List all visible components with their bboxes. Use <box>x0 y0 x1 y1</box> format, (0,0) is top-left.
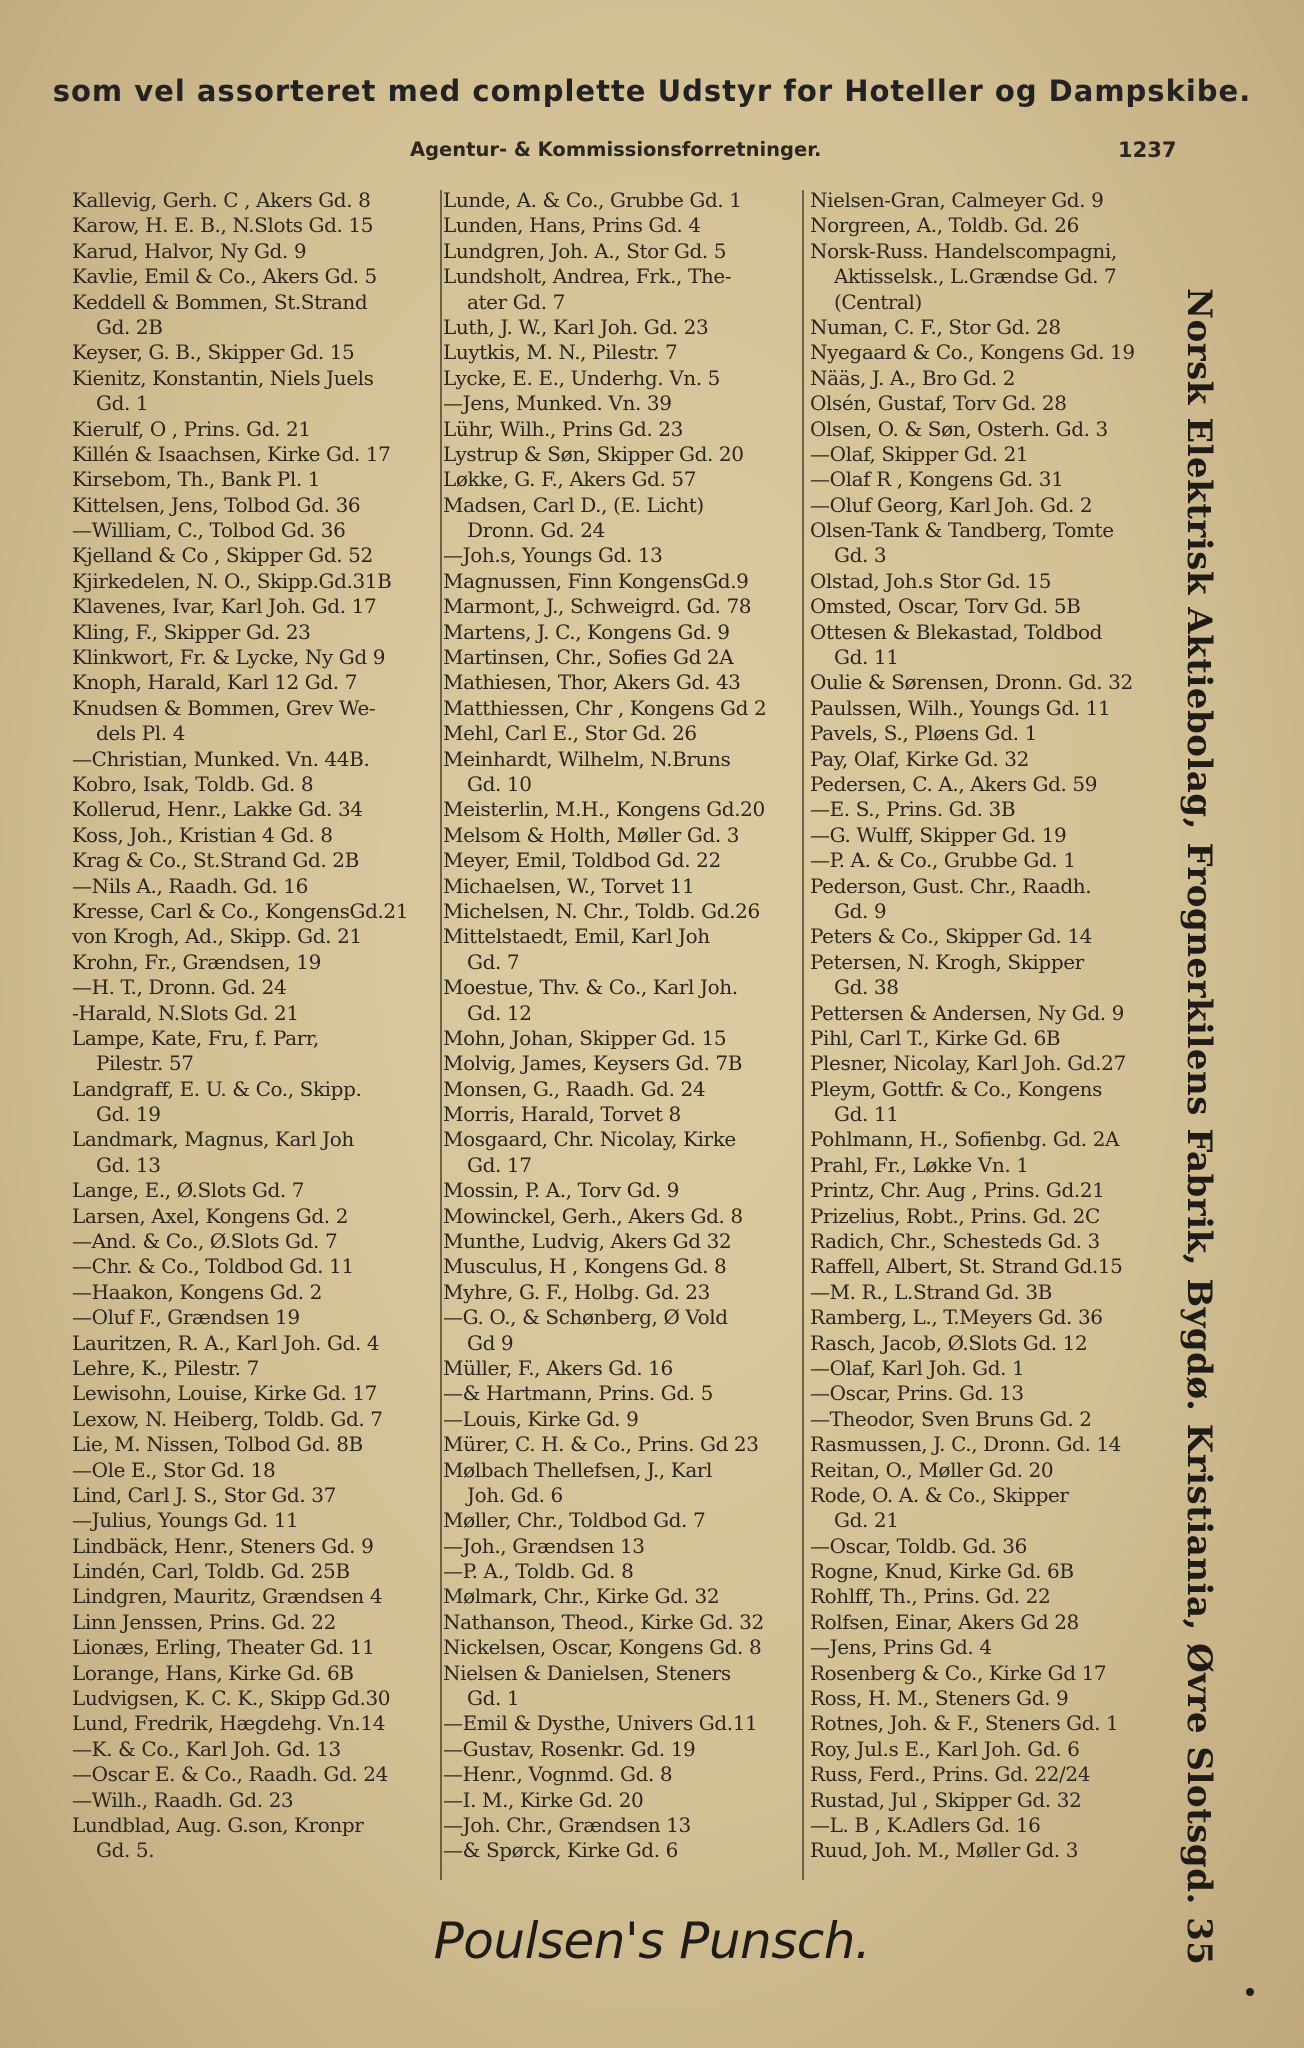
directory-entry: Olsen, O. & Søn, Osterh. Gd. 3 <box>810 416 1108 441</box>
directory-entry: Reitan, O., Møller Gd. 20 <box>810 1457 1054 1482</box>
directory-entry: (Central) <box>834 289 922 314</box>
directory-entry: —& Hartmann, Prins. Gd. 5 <box>443 1381 713 1406</box>
column-divider <box>440 190 442 1880</box>
directory-entry: Klavenes, Ivar, Karl Joh. Gd. 17 <box>72 594 377 619</box>
directory-entry: Pay, Olaf, Kirke Gd. 32 <box>810 746 1029 771</box>
directory-entry: Landgraff, E. U. & Co., Skipp. <box>72 1076 362 1101</box>
directory-entry: Pedersen, C. A., Akers Gd. 59 <box>810 771 1098 796</box>
directory-entry: Russ, Ferd., Prins. Gd. 22/24 <box>810 1762 1091 1787</box>
directory-entry: Mehl, Carl E., Stor Gd. 26 <box>443 721 697 746</box>
directory-entry: —Jens, Prins Gd. 4 <box>810 1635 992 1660</box>
directory-entry: —Emil & Dysthe, Univers Gd.11 <box>443 1711 758 1736</box>
directory-entry: Olstad, Joh.s Stor Gd. 15 <box>810 568 1052 593</box>
directory-entry: Martinsen, Chr., Sofies Gd 2A <box>443 645 734 670</box>
directory-entry: —G. Wulff, Skipper Gd. 19 <box>810 822 1067 847</box>
directory-entry: Olsén, Gustaf, Torv Gd. 28 <box>810 391 1067 416</box>
directory-entry: Løkke, G. F., Akers Gd. 57 <box>443 467 697 492</box>
directory-entry: Rotnes, Joh. & F., Steners Gd. 1 <box>810 1711 1119 1736</box>
directory-entry: Olsen-Tank & Tandberg, Tomte <box>810 518 1114 543</box>
directory-entry: Radich, Chr., Schesteds Gd. 3 <box>810 1229 1100 1254</box>
directory-entry: Melsom & Holth, Møller Gd. 3 <box>443 822 740 847</box>
directory-entry: Gd. 3 <box>834 543 887 568</box>
directory-entry: dels Pl. 4 <box>96 721 185 746</box>
directory-entry: Molvig, James, Keysers Gd. 7B <box>443 1051 742 1076</box>
directory-entry: Kresse, Carl & Co., KongensGd.21 <box>72 898 409 923</box>
directory-entry: Larsen, Axel, Kongens Gd. 2 <box>72 1203 349 1228</box>
directory-entry: Prahl, Fr., Løkke Vn. 1 <box>810 1152 1029 1177</box>
directory-entry: Pleym, Gottfr. & Co., Kongens <box>810 1076 1102 1101</box>
directory-entry: Petersen, N. Krogh, Skipper <box>810 949 1084 974</box>
directory-entry: —G. O., & Schønberg, Ø Vold <box>443 1305 728 1330</box>
directory-entry: Lewisohn, Louise, Kirke Gd. 17 <box>72 1381 377 1406</box>
directory-entry: —Theodor, Sven Bruns Gd. 2 <box>810 1406 1092 1431</box>
directory-entry: Kittelsen, Jens, Tolbod Gd. 36 <box>72 492 361 517</box>
directory-entry: Knoph, Harald, Karl 12 Gd. 7 <box>72 670 358 695</box>
directory-entry: Kjelland & Co , Skipper Gd. 52 <box>72 543 373 568</box>
directory-entry: Magnussen, Finn KongensGd.9 <box>443 568 749 593</box>
directory-entry: Lühr, Wilh., Prins Gd. 23 <box>443 416 683 441</box>
directory-entry: Rolfsen, Einar, Akers Gd 28 <box>810 1609 1079 1634</box>
directory-entry: —And. & Co., Ø.Slots Gd. 7 <box>72 1229 338 1254</box>
side-advert <box>1176 288 1222 1966</box>
directory-entry: Lind, Carl J. S., Stor Gd. 37 <box>72 1482 336 1507</box>
directory-entry: Raffell, Albert, St. Strand Gd.15 <box>810 1254 1123 1279</box>
directory-entry: Marmont, J., Schweigrd. Gd. 78 <box>443 594 752 619</box>
directory-entry: Rogne, Knud, Kirke Gd. 6B <box>810 1559 1074 1584</box>
directory-entry: Ross, H. M., Steners Gd. 9 <box>810 1686 1069 1711</box>
directory-entry: Madsen, Carl D., (E. Licht) <box>443 492 704 517</box>
directory-entry: Luth, J. W., Karl Joh. Gd. 23 <box>443 314 709 339</box>
directory-entry: —Oscar E. & Co., Raadh. Gd. 24 <box>72 1762 388 1787</box>
directory-entry: Gd. 17 <box>467 1152 532 1177</box>
directory-entry: —Chr. & Co., Toldbod Gd. 11 <box>72 1254 354 1279</box>
directory-entry: —& Spørck, Kirke Gd. 6 <box>443 1838 678 1863</box>
directory-entry: Kierulf, O , Prins. Gd. 21 <box>72 416 311 441</box>
directory-entry: —P. A. & Co., Grubbe Gd. 1 <box>810 848 1076 873</box>
directory-entry: Keyser, G. B., Skipper Gd. 15 <box>72 340 355 365</box>
directory-entry: Gd 9 <box>467 1330 514 1355</box>
directory-entry: Mohn, Johan, Skipper Gd. 15 <box>443 1025 727 1050</box>
directory-entry: Møller, Chr., Toldbod Gd. 7 <box>443 1508 706 1533</box>
directory-entry: Kavlie, Emil & Co., Akers Gd. 5 <box>72 264 377 289</box>
directory-entry: -Harald, N.Slots Gd. 21 <box>72 1000 299 1025</box>
directory-entry: Rosenberg & Co., Kirke Gd 17 <box>810 1660 1107 1685</box>
directory-entry: Peters & Co., Skipper Gd. 14 <box>810 924 1092 949</box>
directory-entry: —M. R., L.Strand Gd. 3B <box>810 1279 1052 1304</box>
directory-entry: —Oscar, Prins. Gd. 13 <box>810 1381 1024 1406</box>
directory-entry: Prizelius, Robt., Prins. Gd. 2C <box>810 1203 1100 1228</box>
directory-entry: Nääs, J. A., Bro Gd. 2 <box>810 365 1016 390</box>
directory-entry: —Jens, Munked. Vn. 39 <box>443 391 672 416</box>
directory-entry: Knudsen & Bommen, Grev We- <box>72 695 376 720</box>
directory-entry: —I. M., Kirke Gd. 20 <box>443 1787 644 1812</box>
directory-entry: Lunde, A. & Co., Grubbe Gd. 1 <box>443 188 742 212</box>
directory-entry: Lehre, K., Pilestr. 7 <box>72 1355 259 1380</box>
directory-entry: Kjirkedelen, N. O., Skipp.Gd.31B <box>72 568 392 593</box>
directory-entry: Lange, E., Ø.Slots Gd. 7 <box>72 1178 305 1203</box>
directory-column-2 <box>443 188 803 1864</box>
directory-entry: —Ole E., Stor Gd. 18 <box>72 1457 276 1482</box>
directory-entry: —L. B , K.Adlers Gd. 16 <box>810 1813 1041 1837</box>
directory-entry: Gd. 12 <box>467 1000 532 1025</box>
directory-entry: Lampe, Kate, Fru, f. Parr, <box>72 1025 319 1050</box>
directory-entry: —Julius, Youngs Gd. 11 <box>72 1508 299 1533</box>
directory-entry: Paulssen, Wilh., Youngs Gd. 11 <box>810 695 1111 720</box>
directory-entry: Norgreen, A., Toldb. Gd. 26 <box>810 213 1079 238</box>
directory-entry: Gd. 13 <box>96 1152 161 1177</box>
directory-entry: Gd. 7 <box>467 949 520 974</box>
directory-entry: —Louis, Kirke Gd. 9 <box>443 1406 639 1431</box>
directory-entry: Müller, F., Akers Gd. 16 <box>443 1355 673 1380</box>
directory-entry: Plesner, Nicolay, Karl Joh. Gd.27 <box>810 1051 1126 1076</box>
directory-entry: —E. S., Prins. Gd. 3B <box>810 797 1016 822</box>
directory-entry: Kienitz, Konstantin, Niels Juels <box>72 365 374 390</box>
directory-entry: —Christian, Munked. Vn. 44B. <box>72 746 370 771</box>
directory-entry: Pilestr. 57 <box>96 1051 194 1076</box>
directory-entry: Lund, Fredrik, Hægdehg. Vn.14 <box>72 1711 386 1736</box>
directory-entry: —Henr., Vognmd. Gd. 8 <box>443 1762 673 1787</box>
directory-entry: Aktisselsk., L.Grændse Gd. 7 <box>834 264 1117 289</box>
directory-entry: Mürer, C. H. & Co., Prins. Gd 23 <box>443 1432 759 1457</box>
directory-entry: von Krogh, Ad., Skipp. Gd. 21 <box>72 924 362 949</box>
directory-entry: Rasmussen, J. C., Dronn. Gd. 14 <box>810 1432 1122 1457</box>
directory-entry: —Haakon, Kongens Gd. 2 <box>72 1279 322 1304</box>
directory-entry: —Joh., Grændsen 13 <box>443 1533 645 1558</box>
side-advert-text: Norsk Elektrisk Aktiebolag, Frognerkilens Fabrik, Bygdø. Kristiania, Øvre Slotsgd. 35 <box>1179 288 1219 1966</box>
directory-entry: ater Gd. 7 <box>467 289 565 314</box>
directory-entry: Rasch, Jacob, Ø.Slots Gd. 12 <box>810 1330 1088 1355</box>
directory-entry: Oulie & Sørensen, Dronn. Gd. 32 <box>810 670 1133 695</box>
directory-entry: Nickelsen, Oscar, Kongens Gd. 8 <box>443 1635 762 1660</box>
directory-entry: Gd. 38 <box>834 975 899 1000</box>
directory-entry: Karow, H. E. B., N.Slots Gd. 15 <box>72 213 374 238</box>
directory-entry: Nathanson, Theod., Kirke Gd. 32 <box>443 1609 764 1634</box>
directory-entry: Gd. 5. <box>96 1838 155 1863</box>
directory-entry: Musculus, H , Kongens Gd. 8 <box>443 1254 727 1279</box>
directory-entry: Mittelstaedt, Emil, Karl Joh <box>443 924 710 949</box>
directory-entry: Karud, Halvor, Ny Gd. 9 <box>72 238 307 263</box>
directory-entry: —Wilh., Raadh. Gd. 23 <box>72 1787 294 1812</box>
directory-entry: Rohlff, Th., Prins. Gd. 22 <box>810 1584 1051 1609</box>
directory-entry: Ruud, Joh. M., Møller Gd. 3 <box>810 1838 1079 1863</box>
directory-entry: Nyegaard & Co., Kongens Gd. 19 <box>810 340 1135 365</box>
directory-entry: Lycke, E. E., Underhg. Vn. 5 <box>443 365 720 390</box>
directory-entry: Mølbach Thellefsen, J., Karl <box>443 1457 713 1482</box>
directory-entry: Klinkwort, Fr. & Lycke, Ny Gd 9 <box>72 645 386 670</box>
directory-entry: Numan, C. F., Stor Gd. 28 <box>810 314 1061 339</box>
directory-entry: Rode, O. A. & Co., Skipper <box>810 1482 1069 1507</box>
directory-entry: —Joh. Chr., Grændsen 13 <box>443 1813 691 1837</box>
directory-entry: Moestue, Thv. & Co., Karl Joh. <box>443 975 738 1000</box>
directory-entry: Omsted, Oscar, Torv Gd. 5B <box>810 594 1081 619</box>
directory-entry: Lundblad, Aug. G.son, Kronpr <box>72 1813 364 1837</box>
directory-entry: Lauritzen, R. A., Karl Joh. Gd. 4 <box>72 1330 380 1355</box>
directory-entry: Lystrup & Søn, Skipper Gd. 20 <box>443 441 744 466</box>
directory-entry: Mowinckel, Gerh., Akers Gd. 8 <box>443 1203 743 1228</box>
directory-entry: Krohn, Fr., Grændsen, 19 <box>72 949 321 974</box>
directory-entry: Michelsen, N. Chr., Toldb. Gd.26 <box>443 898 760 923</box>
directory-entry: —Olaf R , Kongens Gd. 31 <box>810 467 1064 492</box>
directory-entry: Gd. 2B <box>96 314 163 339</box>
print-mark <box>1246 1988 1254 1996</box>
directory-entry: Matthiessen, Chr , Kongens Gd 2 <box>443 695 767 720</box>
directory-entry: Ludvigsen, K. C. K., Skipp Gd.30 <box>72 1686 391 1711</box>
directory-entry: Lie, M. Nissen, Tolbod Gd. 8B <box>72 1432 363 1457</box>
directory-entry: Myhre, G. F., Holbg. Gd. 23 <box>443 1279 710 1304</box>
directory-entry: Pohlmann, H., Sofienbg. Gd. 2A <box>810 1127 1120 1152</box>
directory-entry: Luytkis, M. N., Pilestr. 7 <box>443 340 678 365</box>
directory-entry: Meinhardt, Wilhelm, N.Bruns <box>443 746 731 771</box>
directory-entry: —Olaf, Karl Joh. Gd. 1 <box>810 1355 1025 1380</box>
directory-entry: Gd. 11 <box>834 1102 899 1127</box>
directory-entry: Lunden, Hans, Prins Gd. 4 <box>443 213 701 238</box>
directory-entry: Kling, F., Skipper Gd. 23 <box>72 619 311 644</box>
directory-entry: Lindbäck, Henr., Steners Gd. 9 <box>72 1533 374 1558</box>
directory-entry: Lorange, Hans, Kirke Gd. 6B <box>72 1660 354 1685</box>
directory-entry: Monsen, G., Raadh. Gd. 24 <box>443 1076 706 1101</box>
directory-entry: Mosgaard, Chr. Nicolay, Kirke <box>443 1127 736 1152</box>
directory-entry: Meyer, Emil, Toldbod Gd. 22 <box>443 848 721 873</box>
directory-entry: Mossin, P. A., Torv Gd. 9 <box>443 1178 679 1203</box>
directory-entry: Pavels, S., Pløens Gd. 1 <box>810 721 1037 746</box>
directory-entry: Pettersen & Andersen, Ny Gd. 9 <box>810 1000 1124 1025</box>
directory-entry: —Joh.s, Youngs Gd. 13 <box>443 543 663 568</box>
directory-entry: Krag & Co., St.Strand Gd. 2B <box>72 848 359 873</box>
directory-entry: Keddell & Bommen, St.Strand <box>72 289 368 314</box>
directory-entry: Morris, Harald, Torvet 8 <box>443 1102 681 1127</box>
directory-entry: Dronn. Gd. 24 <box>467 518 605 543</box>
directory-entry: Gd. 1 <box>96 391 149 416</box>
directory-entry: Ramberg, L., T.Meyers Gd. 36 <box>810 1305 1103 1330</box>
directory-column-1 <box>72 188 434 1864</box>
directory-column-3 <box>810 188 1175 1864</box>
directory-entry: Meisterlin, M.H., Kongens Gd.20 <box>443 797 765 822</box>
directory-entry: Gd. 9 <box>834 898 887 923</box>
directory-entry: Gd. 11 <box>834 645 899 670</box>
footer-advert: Poulsen's Punsch. <box>433 1912 871 1970</box>
directory-entry: Mølmark, Chr., Kirke Gd. 32 <box>443 1584 720 1609</box>
directory-entry: Linn Jenssen, Prins. Gd. 22 <box>72 1609 336 1634</box>
directory-entry: Lindén, Carl, Toldb. Gd. 25B <box>72 1559 350 1584</box>
directory-entry: Gd. 19 <box>96 1102 161 1127</box>
directory-entry: Gd. 1 <box>467 1686 520 1711</box>
directory-entry: Lundsholt, Andrea, Frk., The- <box>443 264 732 289</box>
directory-entry: Nielsen-Gran, Calmeyer Gd. 9 <box>810 188 1104 212</box>
directory-entry: Gd. 10 <box>467 771 532 796</box>
section-title: Agentur- & Kommissionsforretninger. <box>410 138 822 161</box>
page-number: 1237 <box>1118 138 1177 162</box>
directory-entry: Kobro, Isak, Toldb. Gd. 8 <box>72 771 314 796</box>
directory-entry: Roy, Jul.s E., Karl Joh. Gd. 6 <box>810 1736 1080 1761</box>
directory-entry: Munthe, Ludvig, Akers Gd 32 <box>443 1229 732 1254</box>
directory-entry: —Gustav, Rosenkr. Gd. 19 <box>443 1736 696 1761</box>
directory-entry: Pihl, Carl T., Kirke Gd. 6B <box>810 1025 1061 1050</box>
directory-entry: Kollerud, Henr., Lakke Gd. 34 <box>72 797 363 822</box>
directory-entry: Kallevig, Gerh. C , Akers Gd. 8 <box>72 188 371 212</box>
directory-entry: Kirsebom, Th., Bank Pl. 1 <box>72 467 321 492</box>
directory-entry: Michaelsen, W., Torvet 11 <box>443 873 695 898</box>
directory-entry: —Olaf, Skipper Gd. 21 <box>810 441 1029 466</box>
directory-entry: Lindgren, Mauritz, Grændsen 4 <box>72 1584 383 1609</box>
directory-entry: Ottesen & Blekastad, Toldbod <box>810 619 1102 644</box>
directory-entry: —K. & Co., Karl Joh. Gd. 13 <box>72 1736 341 1761</box>
directory-entry: Pederson, Gust. Chr., Raadh. <box>810 873 1092 898</box>
directory-entry: —Oluf Georg, Karl Joh. Gd. 2 <box>810 492 1093 517</box>
directory-entry: Gd. 21 <box>834 1508 899 1533</box>
directory-entry: Koss, Joh., Kristian 4 Gd. 8 <box>72 822 333 847</box>
directory-entry: Landmark, Magnus, Karl Joh <box>72 1127 354 1152</box>
directory-entry: —Oscar, Toldb. Gd. 36 <box>810 1533 1027 1558</box>
directory-entry: Killén & Isaachsen, Kirke Gd. 17 <box>72 441 391 466</box>
directory-entry: Mathiesen, Thor, Akers Gd. 43 <box>443 670 741 695</box>
directory-entry: Printz, Chr. Aug , Prins. Gd.21 <box>810 1178 1105 1203</box>
directory-entry: —Oluf F., Grændsen 19 <box>72 1305 300 1330</box>
directory-entry: —H. T., Dronn. Gd. 24 <box>72 975 287 1000</box>
directory-entry: Nielsen & Danielsen, Steners <box>443 1660 731 1685</box>
directory-entry: Lexow, N. Heiberg, Toldb. Gd. 7 <box>72 1406 383 1431</box>
directory-entry: —Nils A., Raadh. Gd. 16 <box>72 873 308 898</box>
top-banner-advert: som vel assorteret med complette Udstyr for Hoteller og Dampskibe. <box>52 74 1252 108</box>
directory-entry: Joh. Gd. 6 <box>467 1482 563 1507</box>
directory-entry: Lundgren, Joh. A., Stor Gd. 5 <box>443 238 727 263</box>
directory-entry: Lionæs, Erling, Theater Gd. 11 <box>72 1635 375 1660</box>
directory-entry: Norsk-Russ. Handelscompagni, <box>810 238 1117 263</box>
directory-entry: —P. A., Toldb. Gd. 8 <box>443 1559 634 1584</box>
directory-entry: Martens, J. C., Kongens Gd. 9 <box>443 619 730 644</box>
directory-entry: —William, C., Tolbod Gd. 36 <box>72 518 346 543</box>
directory-entry: Rustad, Jul , Skipper Gd. 32 <box>810 1787 1082 1812</box>
